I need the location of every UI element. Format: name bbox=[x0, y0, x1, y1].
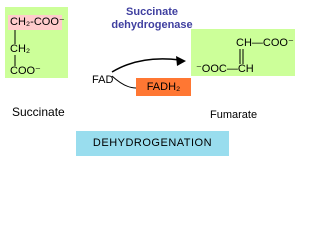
cofactor-arrow bbox=[112, 76, 136, 88]
reaction-arrowhead bbox=[176, 56, 186, 66]
reaction-arrow bbox=[112, 59, 180, 72]
cofactor-out-box: FADH₂ bbox=[136, 78, 191, 96]
fumarate-right-group: CH—COO⁻ bbox=[236, 37, 294, 49]
cofactor-in-label: FAD bbox=[92, 74, 114, 86]
succinate-row-3: COO⁻ bbox=[10, 65, 41, 77]
process-label: DEHYDROGENATION bbox=[76, 131, 229, 156]
succinate-name: Succinate bbox=[12, 105, 65, 119]
succinate-row-2: CH₂ bbox=[10, 43, 31, 55]
enzyme-label bbox=[100, 6, 204, 32]
fumarate-left-group: ⁻OOC—CH bbox=[196, 63, 254, 75]
enzyme-label-line2: dehydrogenase bbox=[111, 19, 193, 31]
enzyme-label-line1: Succinate bbox=[126, 6, 178, 18]
fumarate-name: Fumarate bbox=[210, 109, 258, 121]
succinate-row-1: CH₂-COO⁻ bbox=[10, 16, 65, 28]
